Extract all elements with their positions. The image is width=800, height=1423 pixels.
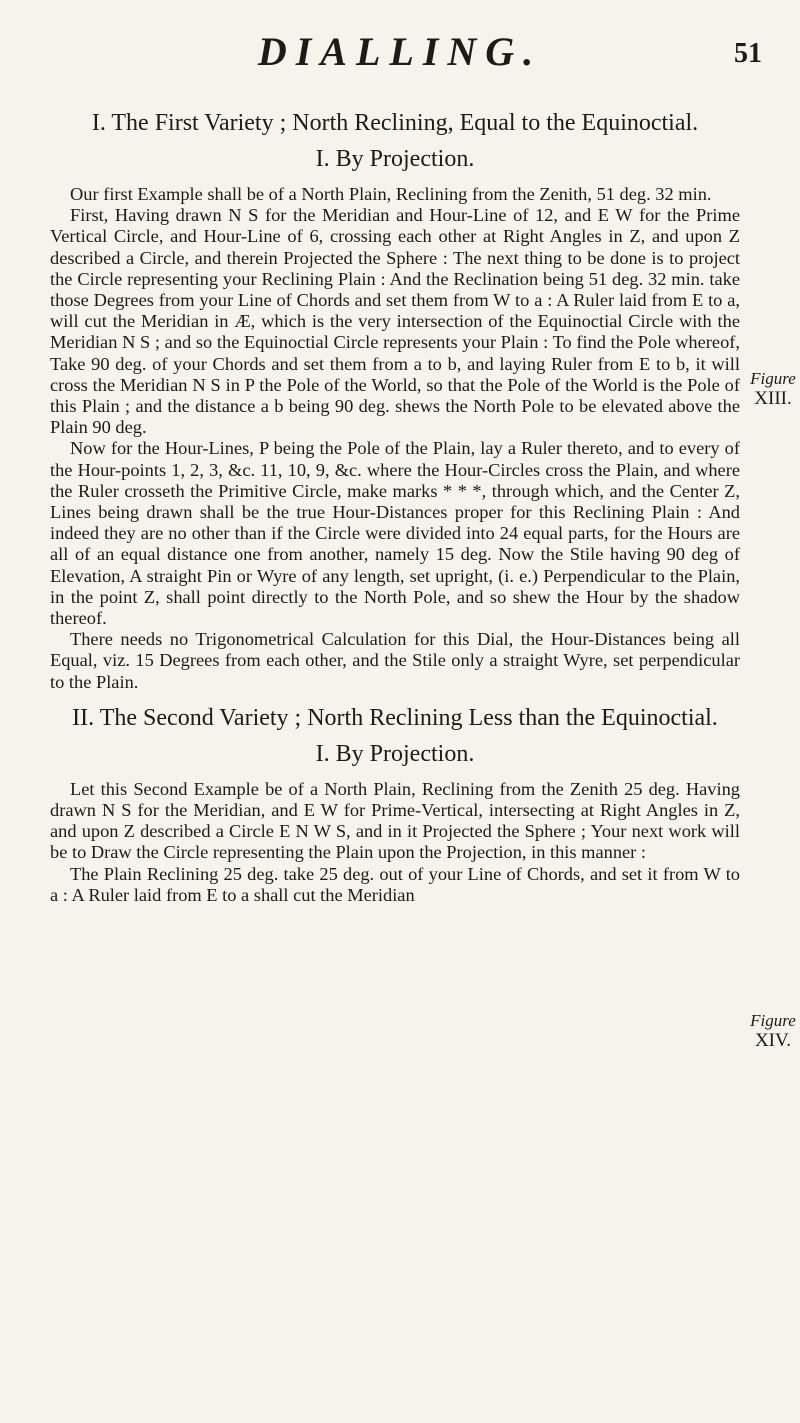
section-2-heading: II. The Second Variety ; North Reclining Less than the Equinoctial. [72, 704, 718, 731]
margin-note-label: Figure [750, 1011, 796, 1030]
text-column [50, 108, 740, 906]
paragraph: Now for the Hour-Lines, P being the Pole of the Plain, lay a Ruler thereto, and to every of the Hour-points 1, 2, 3, &c. 11, 10, 9, &c. where the Hour-Circles cross the Plain, and where the Ruler crosseth the Primitive Circle, make marks * * *, through which, and the Center Z, Lines being drawn shall be the true Hour-Distances proper for this Reclining Plain : And indeed they are no other than if the Circle were divided into 24 equal parts, for the Hours are all of an equal distance one from another, namely 15 deg. Now the Stile having 90 deg of Elevation, A straight Pin or Wyre of any length, set upright, (i. e.) Perpendicular to the Plain, in the point Z, shall point directly to the North Pole, and so shew the Hour by the shadow thereof. [50, 438, 740, 629]
section-1-subheading: I. By Projection. [315, 146, 475, 172]
margin-note-figure-14 [748, 1011, 798, 1051]
margin-note-number: XIV. [754, 1030, 792, 1051]
paragraph: The Plain Reclining 25 deg. take 25 deg. out of your Line of Chords, and set it from W to a : A Ruler laid from E to a shall cut the Meridian [50, 863, 740, 905]
page-number: 51 [734, 38, 762, 69]
margin-note-number: XIII. [754, 388, 792, 409]
running-title: DIALLING. [257, 29, 543, 74]
margin-note-figure-13 [748, 369, 798, 409]
paragraph: First, Having drawn N S for the Meridian and Hour-Line of 12, and E W for the Prime Vertical Circle, and Hour-Line of 6, crossing each other at Right Angles in Z, and upon Z described a Circle, and therein Projected the Sphere : The next thing to be done is to project the Circle representing your Reclining Plain : And the Reclination being 51 deg. 32 min. take those Degrees from your Line of Chords and set them from W to a : A Ruler laid from E to a, will cut the Meridian in Æ, which is the very intersection of the Equinoctial Circle with the Meridian N S ; and so the Equinoctial Circle represents your Plain : To find the Pole whereof, Take 90 deg. of your Chords and set them from a to b, and laying Ruler from E to b, it will cross the Meridian N S in P the Pole of the World, so that the Pole of the World is the Pole of this Plain ; and the distance a b being 90 deg. shews the North Pole to be elevated above the Plain 90 deg. [50, 205, 740, 438]
margin-note-label: Figure [750, 369, 796, 388]
section-1-heading: I. The First Variety ; North Reclining, Equal to the Equinoctial. [91, 110, 699, 136]
paragraph: Let this Second Example be of a North Plain, Reclining from the Zenith 25 deg. Having drawn N S for the Meridian, and E W for Prime-Vertical, intersecting at Right Angles in Z, and upon Z described a Circle E N W S, and in it Projected the Sphere ; Your next work will be to Draw the Circle representing the Plain upon the Projection, in this manner : [50, 778, 740, 863]
section-2-subheading: I. By Projection. [315, 740, 475, 767]
paragraph: Our first Example shall be of a North Plain, Reclining from the Zenith, 51 deg. 32 min. [70, 184, 712, 204]
paragraph: There needs no Trigonometrical Calculation for this Dial, the Hour-Distances being all Equal, viz. 15 Degrees from each other, and the Stile only a straight Wyre, set perpendicular to the Plain. [50, 629, 740, 692]
